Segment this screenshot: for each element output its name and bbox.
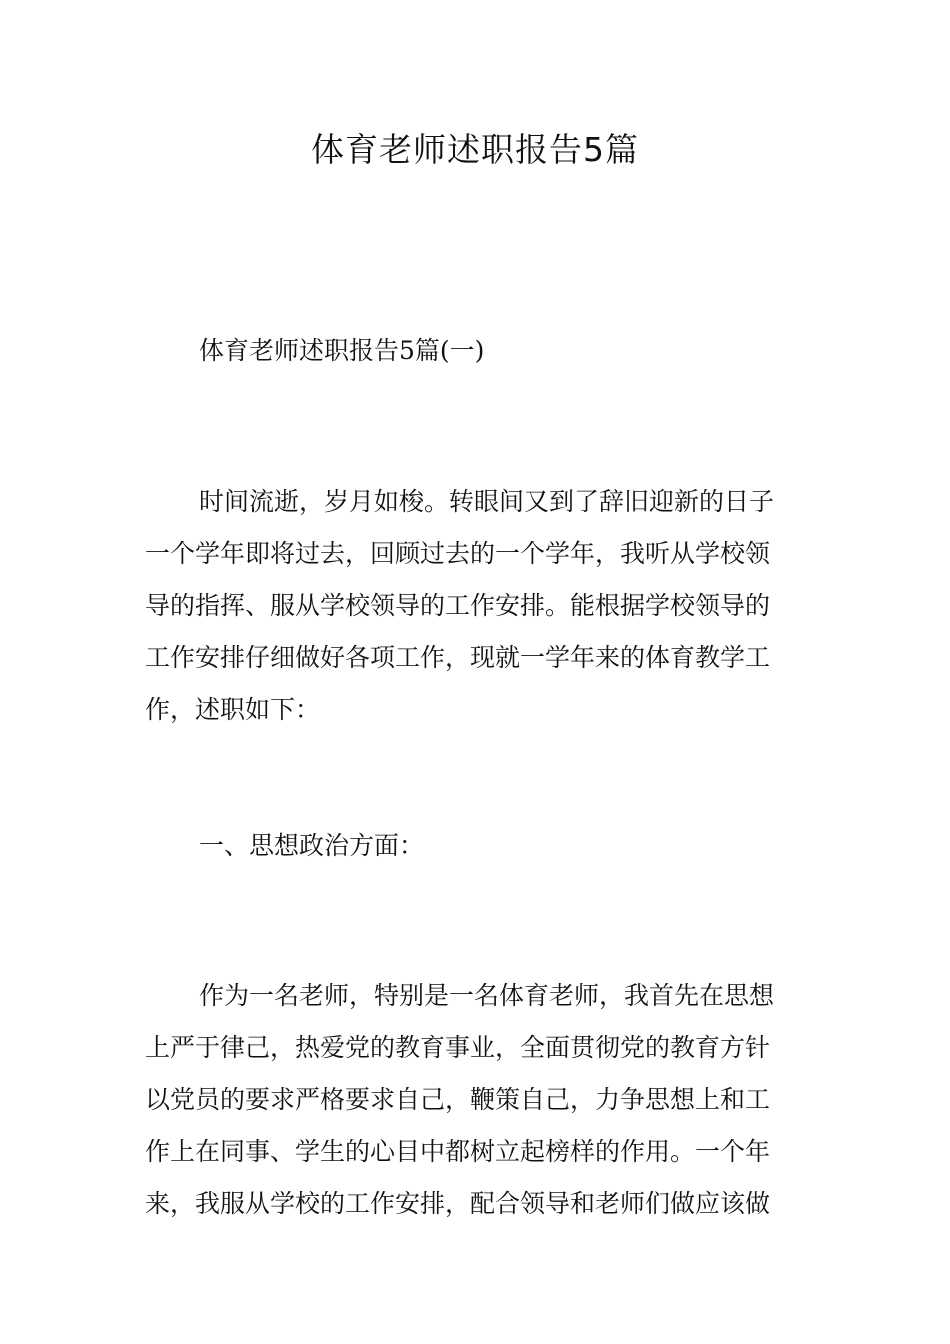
document-title: 体育老师述职报告5篇 xyxy=(311,130,639,169)
paragraph-line: 作，述职如下： xyxy=(145,695,321,724)
paragraph-line: 以党员的要求严格要求自己，鞭策自己，力争思想上和工 xyxy=(145,1085,771,1114)
section-title: 体育老师述职报告5篇(一) xyxy=(199,336,485,365)
paragraph-line: 来，我服从学校的工作安排，配合领导和老师们做应该做 xyxy=(145,1189,771,1218)
paragraph-line: 时间流逝，岁月如梭。转眼间又到了辞旧迎新的日子 xyxy=(199,487,775,516)
paragraph-line: 导的指挥、服从学校领导的工作安排。能根据学校领导的 xyxy=(145,591,771,620)
paragraph-thought xyxy=(145,970,810,1230)
heading-thought-politics: 一、思想政治方面： xyxy=(199,831,425,860)
paragraph-line: 作上在同事、学生的心目中都树立起榜样的作用。一个年 xyxy=(145,1137,771,1166)
paragraph-line: 一个学年即将过去，回顾过去的一个学年，我听从学校领 xyxy=(145,539,771,568)
paragraph-line: 工作安排仔细做好各项工作，现就一学年来的体育教学工 xyxy=(145,643,771,672)
paragraph-line: 上严于律己，热爱党的教育事业，全面贯彻党的教育方针 xyxy=(145,1033,771,1062)
paragraph-line: 作为一名老师，特别是一名体育老师，我首先在思想 xyxy=(199,981,775,1010)
paragraph-intro xyxy=(145,476,810,736)
